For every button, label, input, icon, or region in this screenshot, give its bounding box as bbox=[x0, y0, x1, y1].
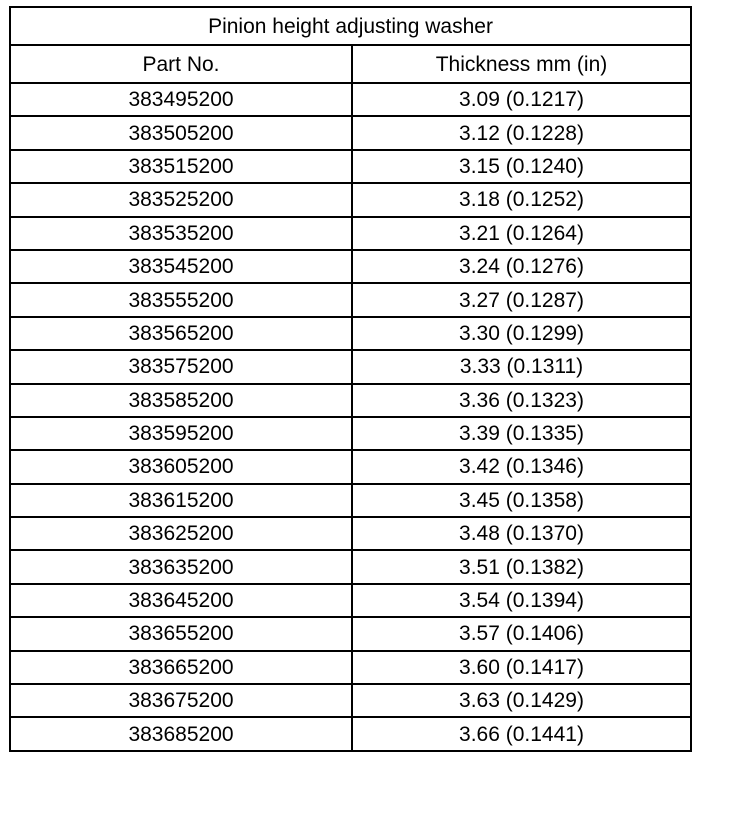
table-row bbox=[10, 550, 691, 583]
table-row bbox=[10, 651, 691, 684]
table-row bbox=[10, 183, 691, 216]
table-row bbox=[10, 250, 691, 283]
thickness-cell: 3.18 (0.1252) bbox=[352, 183, 691, 216]
thickness-cell: 3.48 (0.1370) bbox=[352, 517, 691, 550]
table-row bbox=[10, 83, 691, 116]
header-row bbox=[10, 45, 691, 83]
thickness-cell: 3.39 (0.1335) bbox=[352, 417, 691, 450]
table-row bbox=[10, 484, 691, 517]
table-row bbox=[10, 684, 691, 717]
table-row bbox=[10, 283, 691, 316]
part-number-cell: 383545200 bbox=[10, 250, 352, 283]
table-row bbox=[10, 217, 691, 250]
thickness-cell: 3.36 (0.1323) bbox=[352, 384, 691, 417]
table-row bbox=[10, 417, 691, 450]
thickness-cell: 3.60 (0.1417) bbox=[352, 651, 691, 684]
thickness-cell: 3.63 (0.1429) bbox=[352, 684, 691, 717]
part-number-cell: 383625200 bbox=[10, 517, 352, 550]
thickness-cell: 3.66 (0.1441) bbox=[352, 717, 691, 750]
part-number-cell: 383655200 bbox=[10, 617, 352, 650]
part-number-cell: 383645200 bbox=[10, 584, 352, 617]
part-number-cell: 383575200 bbox=[10, 350, 352, 383]
thickness-cell: 3.45 (0.1358) bbox=[352, 484, 691, 517]
part-number-cell: 383635200 bbox=[10, 550, 352, 583]
table-row bbox=[10, 584, 691, 617]
part-number-cell: 383525200 bbox=[10, 183, 352, 216]
table-row bbox=[10, 450, 691, 483]
table-row bbox=[10, 350, 691, 383]
table-row bbox=[10, 317, 691, 350]
thickness-cell: 3.09 (0.1217) bbox=[352, 83, 691, 116]
part-number-cell: 383595200 bbox=[10, 417, 352, 450]
part-number-cell: 383535200 bbox=[10, 217, 352, 250]
thickness-cell: 3.51 (0.1382) bbox=[352, 550, 691, 583]
table-row bbox=[10, 116, 691, 149]
part-number-cell: 383665200 bbox=[10, 651, 352, 684]
part-number-cell: 383585200 bbox=[10, 384, 352, 417]
header-part-no: Part No. bbox=[10, 45, 352, 83]
part-number-cell: 383685200 bbox=[10, 717, 352, 750]
thickness-cell: 3.21 (0.1264) bbox=[352, 217, 691, 250]
table-row bbox=[10, 717, 691, 750]
title-row bbox=[10, 7, 691, 45]
table-row bbox=[10, 617, 691, 650]
thickness-cell: 3.12 (0.1228) bbox=[352, 116, 691, 149]
thickness-cell: 3.42 (0.1346) bbox=[352, 450, 691, 483]
table-body bbox=[10, 83, 691, 751]
part-number-cell: 383495200 bbox=[10, 83, 352, 116]
part-number-cell: 383565200 bbox=[10, 317, 352, 350]
washer-table bbox=[9, 6, 692, 752]
thickness-cell: 3.27 (0.1287) bbox=[352, 283, 691, 316]
part-number-cell: 383675200 bbox=[10, 684, 352, 717]
thickness-cell: 3.24 (0.1276) bbox=[352, 250, 691, 283]
part-number-cell: 383505200 bbox=[10, 116, 352, 149]
table-title: Pinion height adjusting washer bbox=[10, 7, 691, 45]
thickness-cell: 3.30 (0.1299) bbox=[352, 317, 691, 350]
table-row bbox=[10, 384, 691, 417]
part-number-cell: 383555200 bbox=[10, 283, 352, 316]
thickness-cell: 3.33 (0.1311) bbox=[352, 350, 691, 383]
table-row bbox=[10, 517, 691, 550]
part-number-cell: 383515200 bbox=[10, 150, 352, 183]
thickness-cell: 3.54 (0.1394) bbox=[352, 584, 691, 617]
part-number-cell: 383615200 bbox=[10, 484, 352, 517]
table-row bbox=[10, 150, 691, 183]
header-thickness: Thickness mm (in) bbox=[352, 45, 691, 83]
thickness-cell: 3.15 (0.1240) bbox=[352, 150, 691, 183]
thickness-cell: 3.57 (0.1406) bbox=[352, 617, 691, 650]
part-number-cell: 383605200 bbox=[10, 450, 352, 483]
